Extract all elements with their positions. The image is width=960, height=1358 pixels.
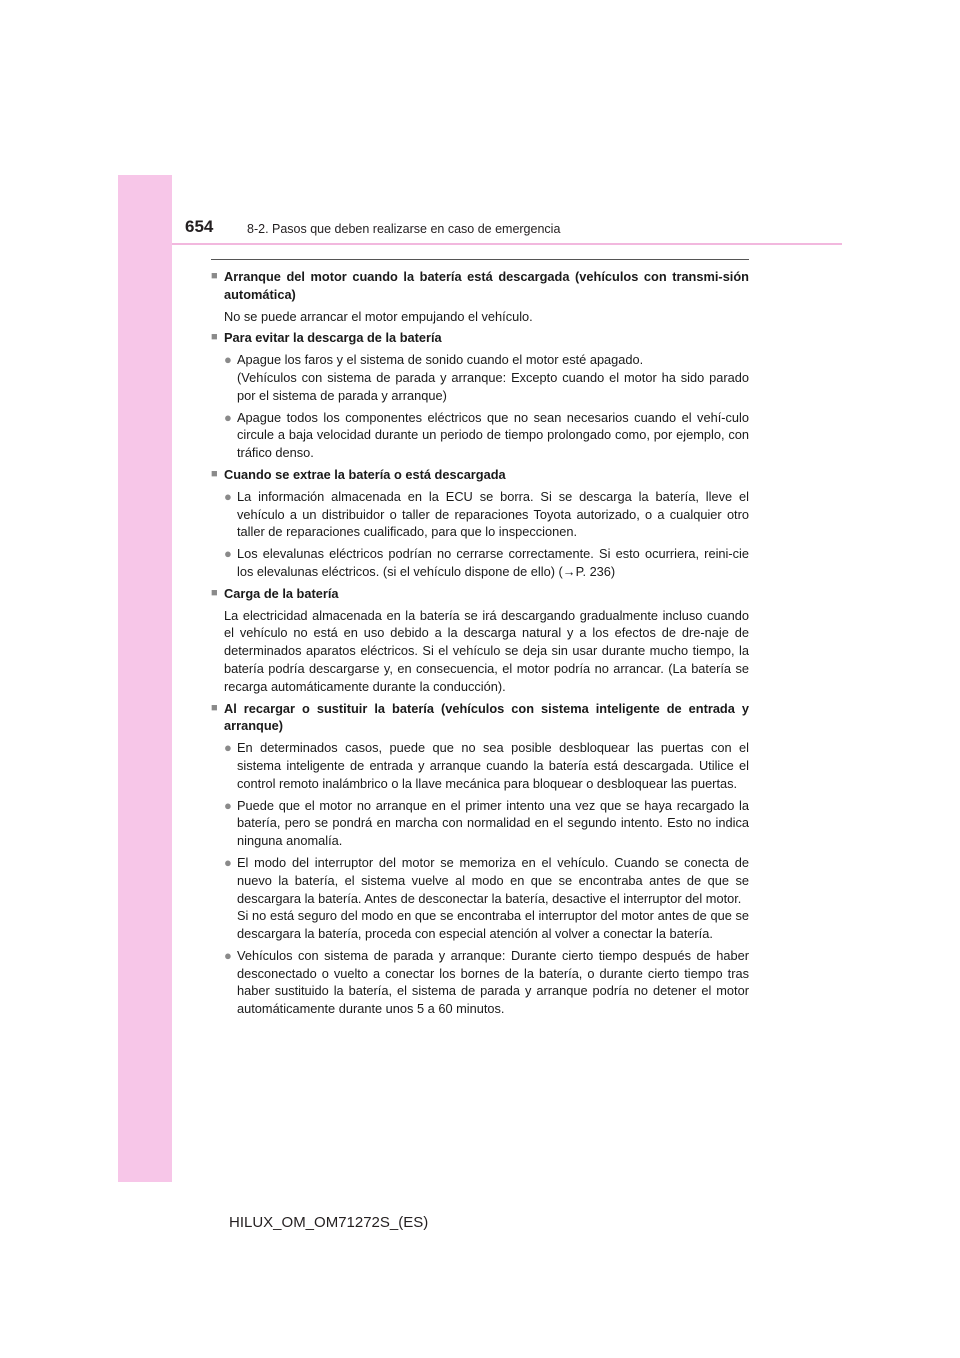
section-paragraph: No se puede arrancar el motor empujando el vehículo. — [224, 308, 533, 324]
square-bullet-icon: ■ — [211, 467, 218, 480]
section-prevent-discharge — [211, 329, 749, 462]
page-number: 654 — [185, 217, 214, 236]
square-bullet-icon: ■ — [211, 331, 218, 344]
section-push-start — [211, 268, 749, 325]
circle-bullet-icon: ● — [224, 854, 232, 870]
chapter-title: 8-2. Pasos que deben realizarse en caso de emergencia — [247, 222, 561, 236]
square-bullet-icon: ■ — [211, 701, 218, 714]
section-title: Al recargar o sustituir la batería (vehículos con sistema inteligente de entrada y arranque) — [224, 700, 749, 734]
header-divider — [172, 243, 842, 245]
circle-bullet-icon: ● — [224, 352, 232, 368]
square-bullet-icon: ■ — [211, 270, 218, 282]
document-code: HILUX_OM_OM71272S_(ES) — [229, 1214, 429, 1231]
list-item: ● La información almacenada en la ECU se borra. Si se descarga la batería, lleve el vehículo a un distribuidor o taller de reparaciones Toyota autorizado, o a cualquier otro taller de reparaciones cualificado, para que lo inspeccionen. — [224, 488, 749, 540]
circle-bullet-icon: ● — [224, 488, 232, 504]
list-item: ● Los elevalunas eléctricos podrían no cerrarse correctamente. Si esto ocurriera, reini-cie los elevalunas eléctricos. (si el vehículo dispone de ello) (→P. 236) — [224, 546, 749, 579]
square-bullet-icon: ■ — [211, 586, 218, 599]
circle-bullet-icon: ● — [224, 546, 232, 562]
content-divider — [211, 259, 749, 260]
section-title: Cuando se extrae la batería o está descargada — [224, 466, 506, 482]
section-title: Carga de la batería — [224, 585, 339, 601]
page-content — [211, 268, 749, 1022]
list-item: ● Puede que el motor no arranque en el primer intento una vez que se haya recargado la batería, pero se pondrá en marcha con normalidad en el segundo intento. Esto no indica ninguna anomalía. — [224, 797, 749, 849]
circle-bullet-icon: ● — [224, 947, 232, 963]
list-item: ● Apague los faros y el sistema de sonido cuando el motor esté apagado. (Vehículos con sistema de parada y arranque: Excepto cuando el motor ha sido parado por el sistema de parada y arranque) — [224, 352, 749, 403]
side-color-band — [118, 175, 172, 1182]
section-title: Arranque del motor cuando la batería está descargada (vehículos con transmi-sión automática) — [224, 269, 749, 302]
list-item: ● El modo del interruptor del motor se memoriza en el vehículo. Cuando se conecta de nuevo la batería, el sistema vuelve al modo en que se encontraba antes de que se descargara la batería. Antes de desconectar la batería, desactive el interruptor del motor. Si no está seguro del modo en que se encontraba el interruptor del motor antes de que se descargara la batería, proceda con especial atención al volver a conectar la batería. — [224, 854, 749, 942]
list-item: ● Vehículos con sistema de parada y arranque: Durante cierto tiempo después de haber desconectado o vuelto a conectar los bornes de la batería, o durante cierto tiempo tras haber sustituido la batería, el sistema de parada y arranque podría no detener el motor automáticamente durante unos 5 a 60 minutos. — [224, 947, 749, 1017]
section-battery-removed — [211, 466, 749, 581]
circle-bullet-icon: ● — [224, 740, 232, 756]
section-title: Para evitar la descarga de la batería — [224, 330, 442, 346]
circle-bullet-icon: ● — [224, 409, 232, 425]
circle-bullet-icon: ● — [224, 797, 232, 813]
list-item: ● Apague todos los componentes eléctricos que no sean necesarios cuando el vehí-culo circule a baja velocidad durante un periodo de tiempo prolongado como, por ejemplo, con tráfico denso. — [224, 409, 749, 461]
list-item: ● En determinados casos, puede que no sea posible desbloquear las puertas con el sistema inteligente de entrada y arranque cuando la batería está descargada. Utilice el control remoto inalámbrico o la llave mecánica para bloquear o desbloquear las puertas. — [224, 740, 749, 791]
section-battery-charge — [211, 585, 749, 696]
section-recharge-replace — [211, 700, 749, 1019]
section-paragraph: La electricidad almacenada en la batería se irá descargando gradualmente incluso cuando el vehículo no está en uso debido a la descarga natural y a los efectos de dre-naje de determinados aparatos eléctricos. Si el vehículo se deja sin usar durante mucho tiempo, la batería podría descargarse y, en consecuencia, el motor podría no arrancar. (La batería se recarga automáticamente durante la conducción). — [224, 607, 749, 694]
